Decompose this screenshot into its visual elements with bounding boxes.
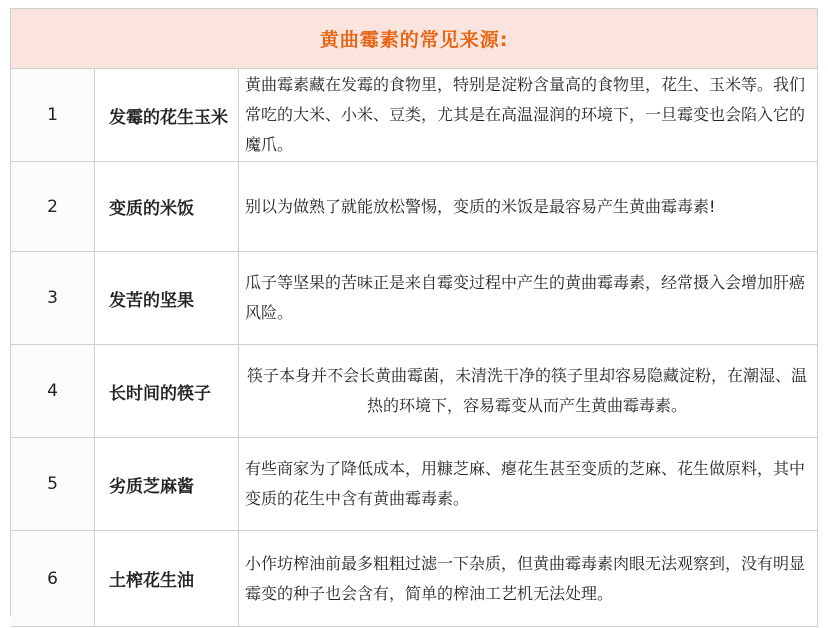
- row-number: 3: [11, 252, 95, 345]
- source-description: 小作坊榨油前最多粗粗过滤一下杂质，但黄曲霉毒素肉眼无法观察到，没有明显霉变的种子也会含有，简单的榨油工艺机无法处理。: [239, 531, 818, 627]
- source-name: 土榨花生油: [95, 531, 239, 627]
- source-description: 瓜子等坚果的苦味正是来自霉变过程中产生的黄曲霉毒素，经常摄入会增加肝癌风险。: [239, 252, 818, 345]
- table-title: 黄曲霉素的常见来源:: [11, 9, 818, 69]
- source-description: 有些商家为了降低成本，用糠芝麻、瘪花生甚至变质的芝麻、花生做原料，其中变质的花生中含有黄曲霉毒素。: [239, 438, 818, 531]
- source-description: 别以为做熟了就能放松警惕，变质的米饭是最容易产生黄曲霉毒素!: [239, 162, 818, 252]
- row-number: 1: [11, 69, 95, 162]
- row-number: 4: [11, 345, 95, 438]
- source-name: 变质的米饭: [95, 162, 239, 252]
- row-number: 5: [11, 438, 95, 531]
- source-description: 筷子本身并不会长黄曲霉菌，未清洗干净的筷子里却容易隐藏淀粉，在潮湿、温热的环境下，容易霉变从而产生黄曲霉毒素。: [239, 345, 818, 438]
- row-number: 2: [11, 162, 95, 252]
- source-name: 发霉的花生玉米: [95, 69, 239, 162]
- source-name: 长时间的筷子: [95, 345, 239, 438]
- source-name: 劣质芝麻酱: [95, 438, 239, 531]
- row-number: 6: [11, 531, 95, 627]
- aflatoxin-sources-table: [10, 8, 818, 616]
- source-name: 发苦的坚果: [95, 252, 239, 345]
- source-description: 黄曲霉素藏在发霉的食物里，特别是淀粉含量高的食物里，花生、玉米等。我们常吃的大米、小米、豆类，尤其是在高温湿润的环境下，一旦霉变也会陷入它的魔爪。: [239, 69, 818, 162]
